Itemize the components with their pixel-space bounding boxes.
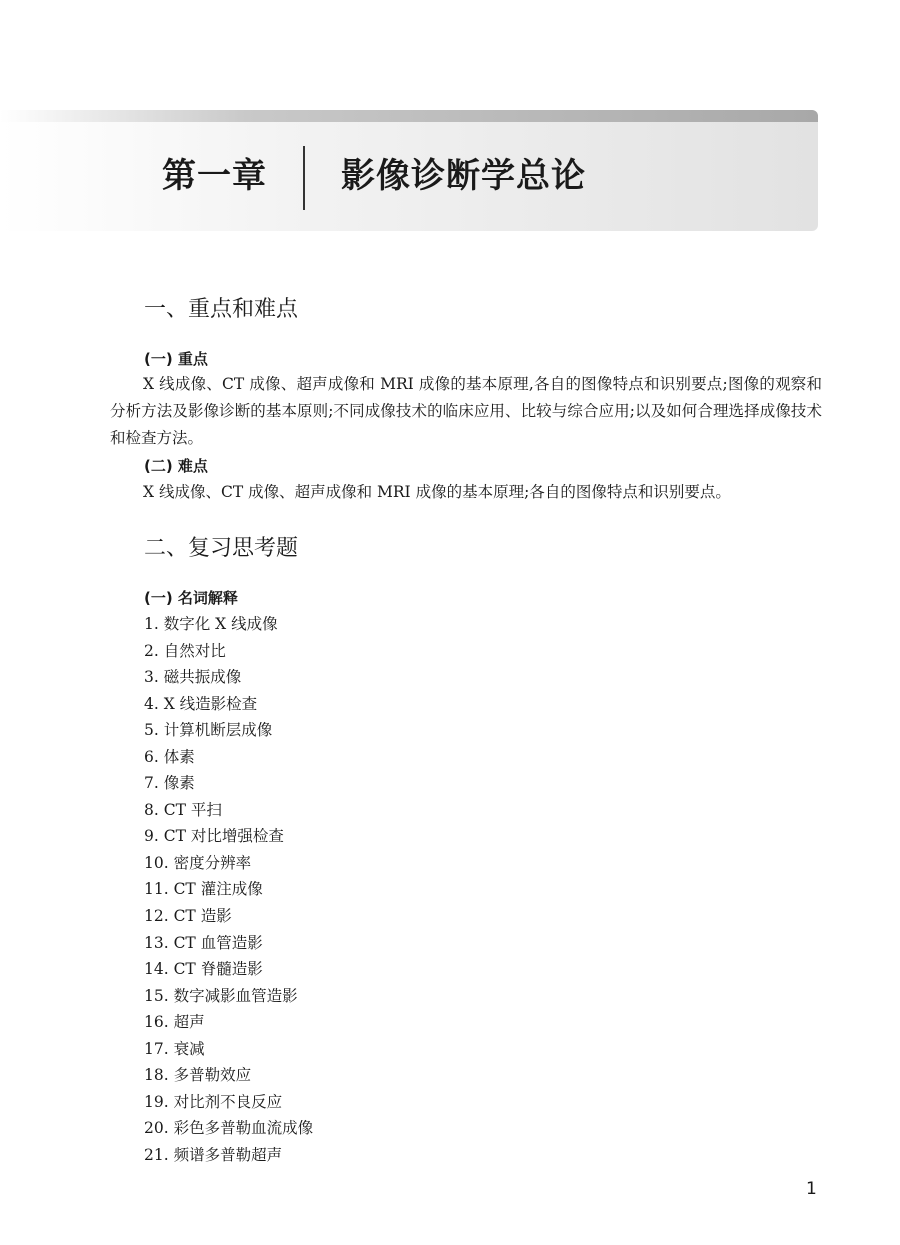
list-item: 11. CT 灌注成像 — [144, 880, 263, 899]
list-item: 13. CT 血管造影 — [144, 933, 263, 952]
list-item: 17. 衰减 — [144, 1039, 205, 1058]
list-item: 7. 像素 — [144, 774, 195, 793]
list-item: 9. CT 对比增强检查 — [144, 827, 284, 846]
list-item: 2. 自然对比 — [144, 641, 226, 660]
section-heading-key-points: 一、重点和难点 — [144, 297, 299, 322]
list-item: 1. 数字化 X 线成像 — [144, 615, 278, 633]
list-item: 3. 磁共振成像 — [144, 668, 242, 687]
list-item: 19. 对比剂不良反应 — [144, 1092, 283, 1111]
subheading-term-definitions: (一) 名词解释 — [144, 589, 238, 607]
list-item: 20. 彩色多普勒血流成像 — [144, 1119, 314, 1138]
list-item: 10. 密度分辨率 — [144, 853, 252, 872]
list-item: 8. CT 平扫 — [144, 800, 222, 819]
list-item: 4. X 线造影检查 — [144, 694, 258, 713]
chapter-number: 第一章 — [162, 156, 267, 196]
banner-top-strip — [0, 110, 818, 122]
key-points-paragraph: X 线成像、CT 成像、超声成像和 MRI 成像的基本原理,各自的图像特点和识别要点;图像的观察和分析方法及影像诊断的基本原则;不同成像技术的临床应用、比较与综合应用;以及如何合理选择成像技术和检查方法。 — [110, 375, 822, 447]
page-number: 1 — [806, 1179, 817, 1199]
list-item: 15. 数字减影血管造影 — [144, 986, 298, 1005]
difficult-points-paragraph: X 线成像、CT 成像、超声成像和 MRI 成像的基本原理;各自的图像特点和识别要点。 — [143, 483, 731, 501]
list-item: 16. 超声 — [144, 1013, 205, 1032]
list-item: 6. 体素 — [144, 747, 195, 766]
section-heading-review-questions: 二、复习思考题 — [144, 536, 299, 561]
subheading-key-points: (一) 重点 — [144, 350, 208, 368]
list-item: 21. 频谱多普勒超声 — [144, 1145, 283, 1164]
term-list — [144, 611, 313, 1168]
subheading-difficult-points: (二) 难点 — [144, 457, 208, 475]
list-item: 14. CT 脊髓造影 — [144, 960, 263, 979]
chapter-banner — [0, 110, 818, 231]
list-item: 18. 多普勒效应 — [144, 1066, 252, 1085]
chapter-title: 影像诊断学总论 — [341, 156, 586, 196]
list-item: 5. 计算机断层成像 — [144, 721, 273, 740]
chapter-divider — [303, 146, 305, 210]
list-item: 12. CT 造影 — [144, 907, 232, 926]
